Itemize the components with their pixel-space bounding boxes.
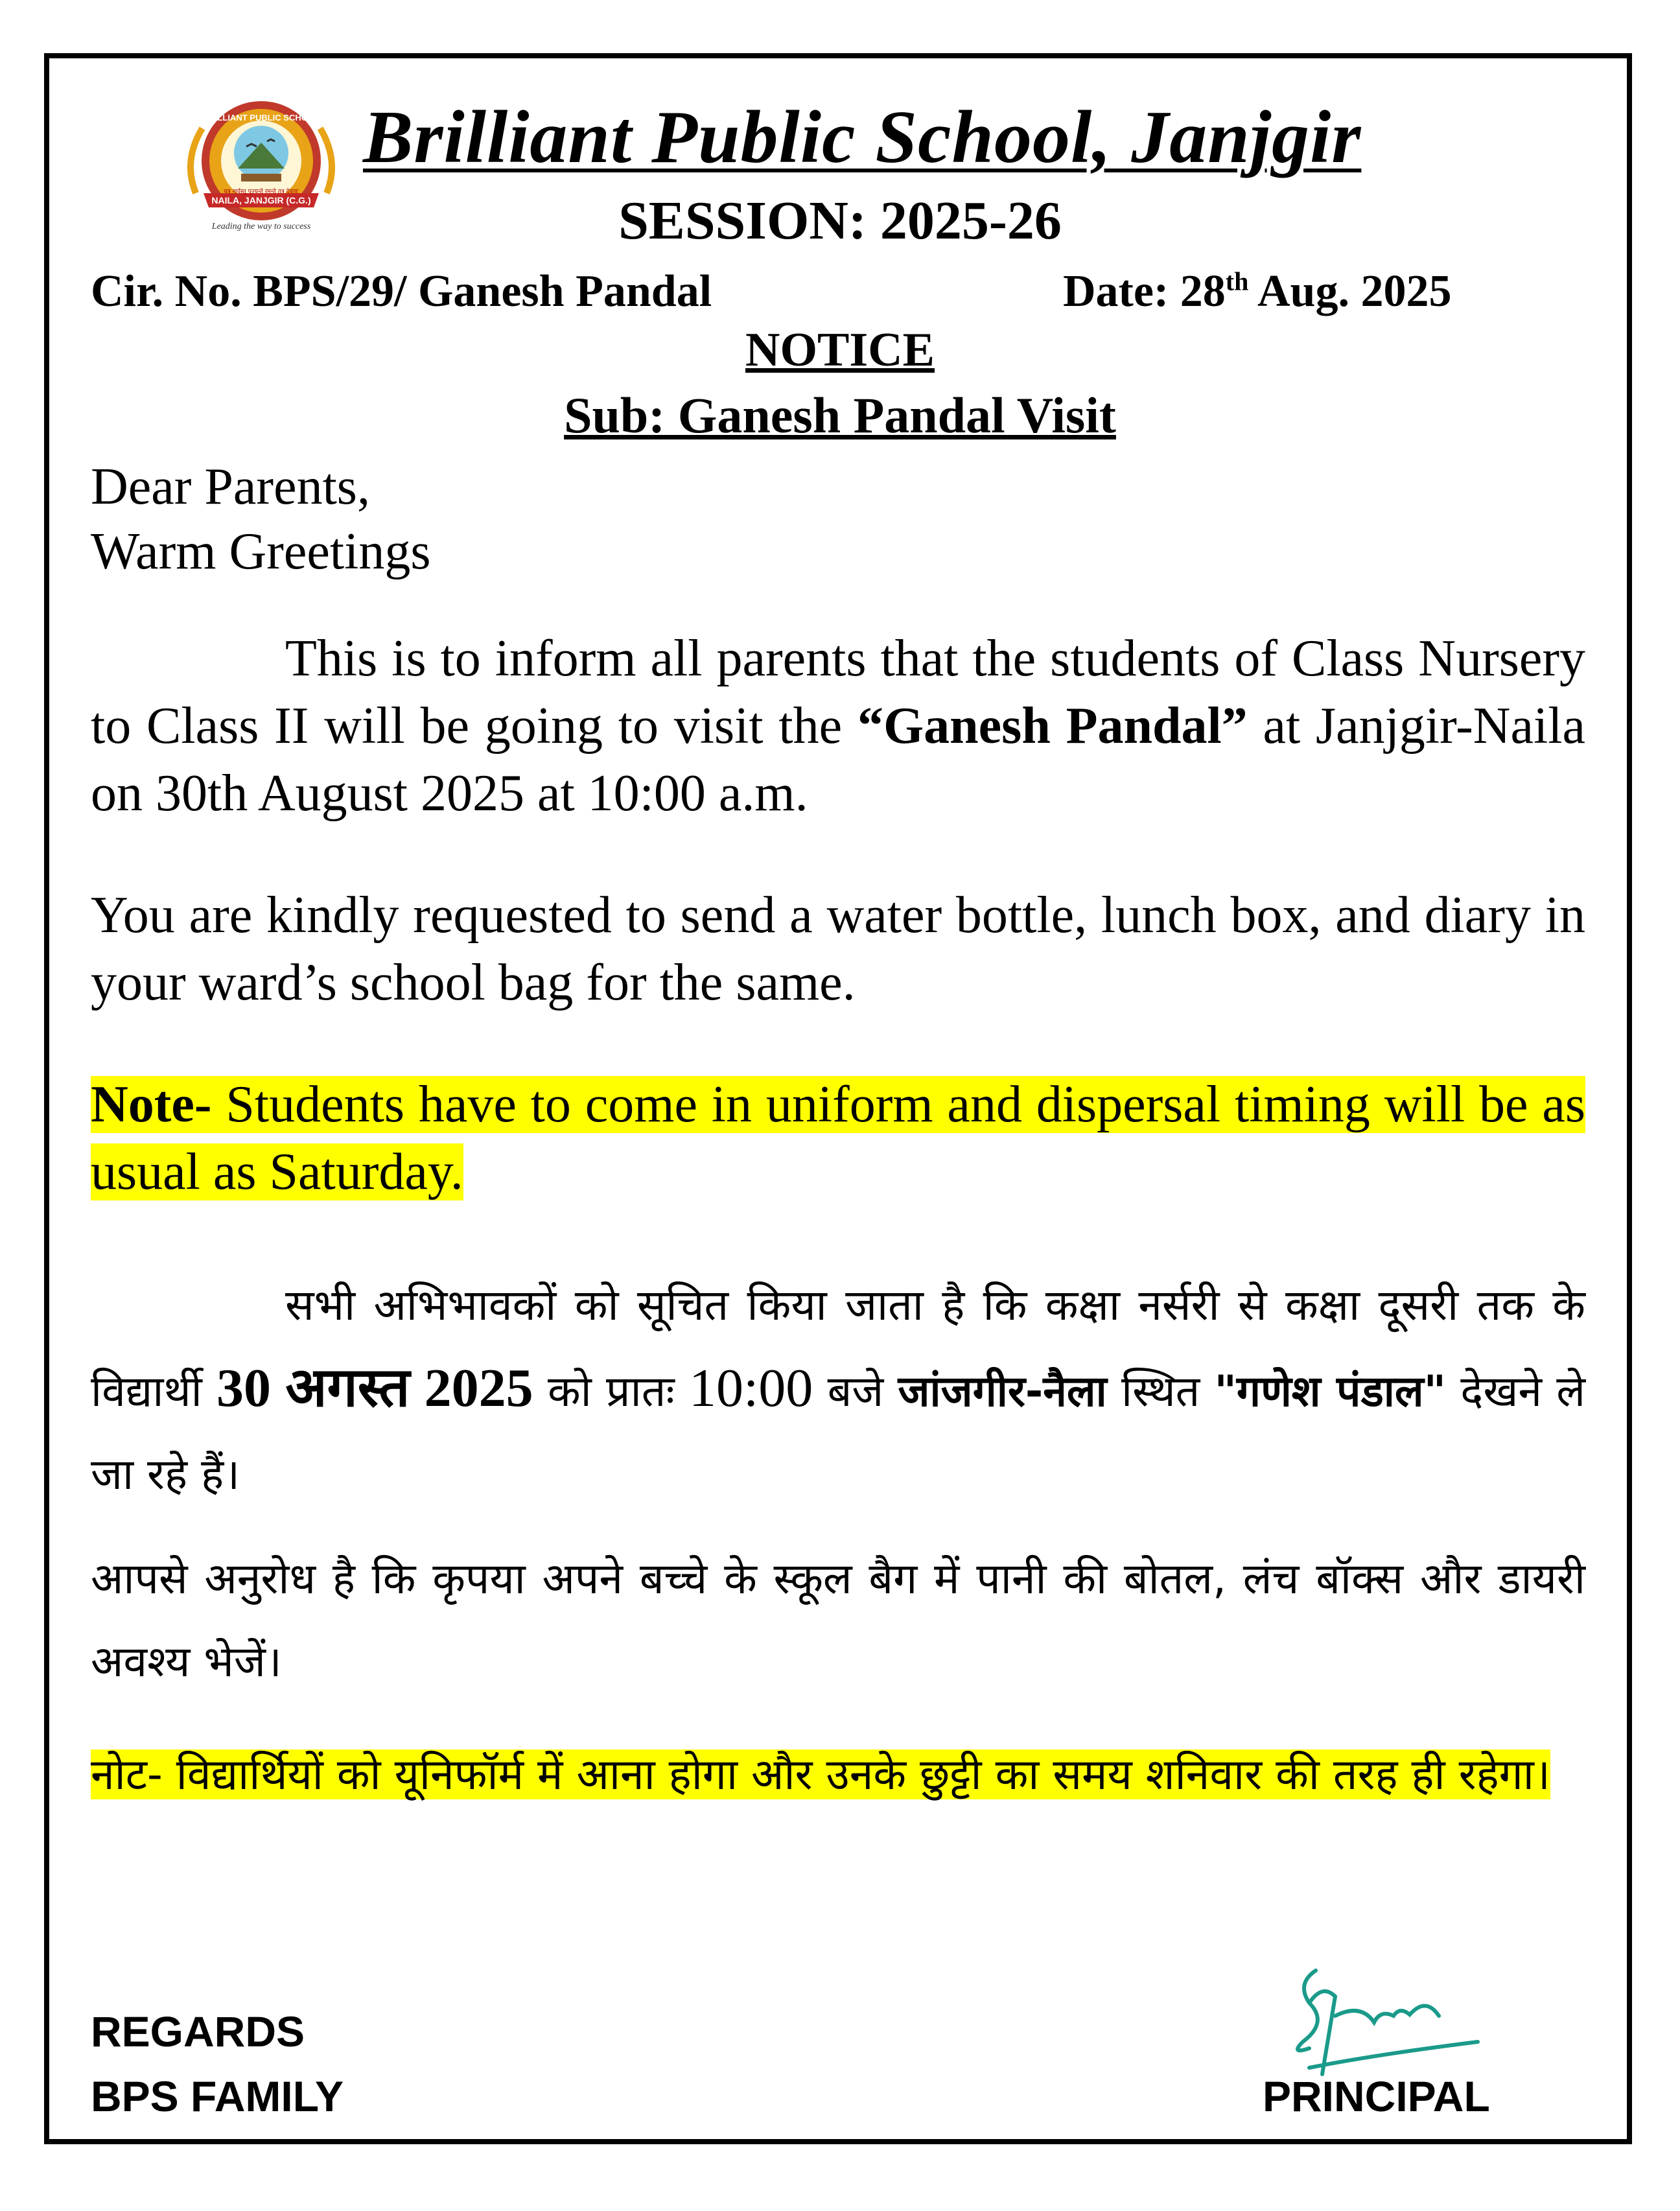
hindi-p1-a: सभी अभिभावकों को सूचित किया जाता है कि कक्षा नर्सरी से कक्षा दूसरी तक के विद्यार्थी: [91, 1280, 1585, 1416]
hindi-note: [91, 1733, 1585, 1816]
regards: REGARDS: [91, 2007, 305, 2055]
subject-line: Sub: Ganesh Pandal Visit: [564, 387, 1116, 443]
hindi-p1-c: बजे: [813, 1366, 898, 1416]
date-prefix: Date: 28: [1063, 266, 1226, 316]
circular-number: Cir. No. BPS/29/ Ganesh Pandal: [91, 266, 712, 316]
hindi-note-highlight: नोट- विद्यार्थियों को यूनिफॉर्म में आना होगा और उनके छुट्टी का समय शनिवार की तरह ही रहेगा।: [91, 1749, 1550, 1799]
principal-label: PRINCIPAL: [1263, 2072, 1490, 2120]
note-label: Note-: [91, 1076, 212, 1133]
hindi-paragraph-2: आपसे अनुरोध है कि कृपया अपने बच्चे के स्कूल बैग में पानी की बोतल, लंच बॉक्स और डायरी अवश्य भेजें।: [91, 1554, 1585, 1687]
logo-banner-text: NAILA, JANJGIR (C.G.): [211, 195, 311, 205]
english-note: [91, 1071, 1585, 1206]
logo-ring-text: BRILLIANT PUBLIC SCHOOL: [203, 113, 320, 123]
hindi-p1-d: स्थित: [1106, 1366, 1215, 1416]
salutation-greetings: Warm Greetings: [91, 523, 431, 580]
hindi-p1-pandal: "गणेश पंडाल": [1214, 1366, 1446, 1416]
hindi-p1-b: को प्रातः: [533, 1366, 689, 1416]
logo-motto: Leading the way to success: [211, 222, 311, 231]
hindi-paragraph-1: [91, 1264, 1585, 1516]
date-sup: th: [1225, 266, 1249, 296]
note-text: Students have to come in uniform and dispersal timing will be as usual as Saturday.: [91, 1076, 1585, 1200]
hindi-p1-date: 30 अगस्त 2025: [216, 1358, 533, 1418]
date-suffix: Aug. 2025: [1248, 266, 1452, 316]
english-paragraph-2: You are kindly requested to send a water bottle, lunch box, and diary in your ward’s school bag for the same.: [91, 887, 1585, 1011]
logo-inner-text: यत्र नार्यस्तु पूज्यन्ते रमन्ते तत्र देवताः: [224, 189, 299, 195]
para1-text-a: This is to inform all parents that the students of Class Nursery to Class II will be going to visit the: [91, 630, 1585, 755]
english-note-highlight: [91, 1076, 1585, 1200]
salutation-dear-parents: Dear Parents,: [91, 458, 370, 515]
school-name: Brilliant Public School, Janjgir: [363, 96, 1362, 179]
hindi-p1-time: 10:00: [688, 1358, 813, 1418]
session: SESSION: 2025-26: [618, 191, 1062, 251]
notice-date: [1063, 266, 1451, 318]
english-paragraph-1: [91, 625, 1585, 827]
bps-family: BPS FAMILY: [91, 2072, 344, 2120]
para1-text-b: at Janjgir-Naila on 30th August 2025 at 10:00 a.m.: [91, 697, 1586, 822]
para1-ganesh-pandal: “Ganesh Pandal”: [857, 697, 1248, 755]
principal-signature: [1270, 1945, 1504, 2094]
hindi-p1-place: जांजगीर-नैला: [898, 1366, 1107, 1416]
hindi-p1-e: देखने ले जा रहे हैं।: [91, 1366, 1585, 1499]
notice-heading: NOTICE: [745, 323, 935, 377]
